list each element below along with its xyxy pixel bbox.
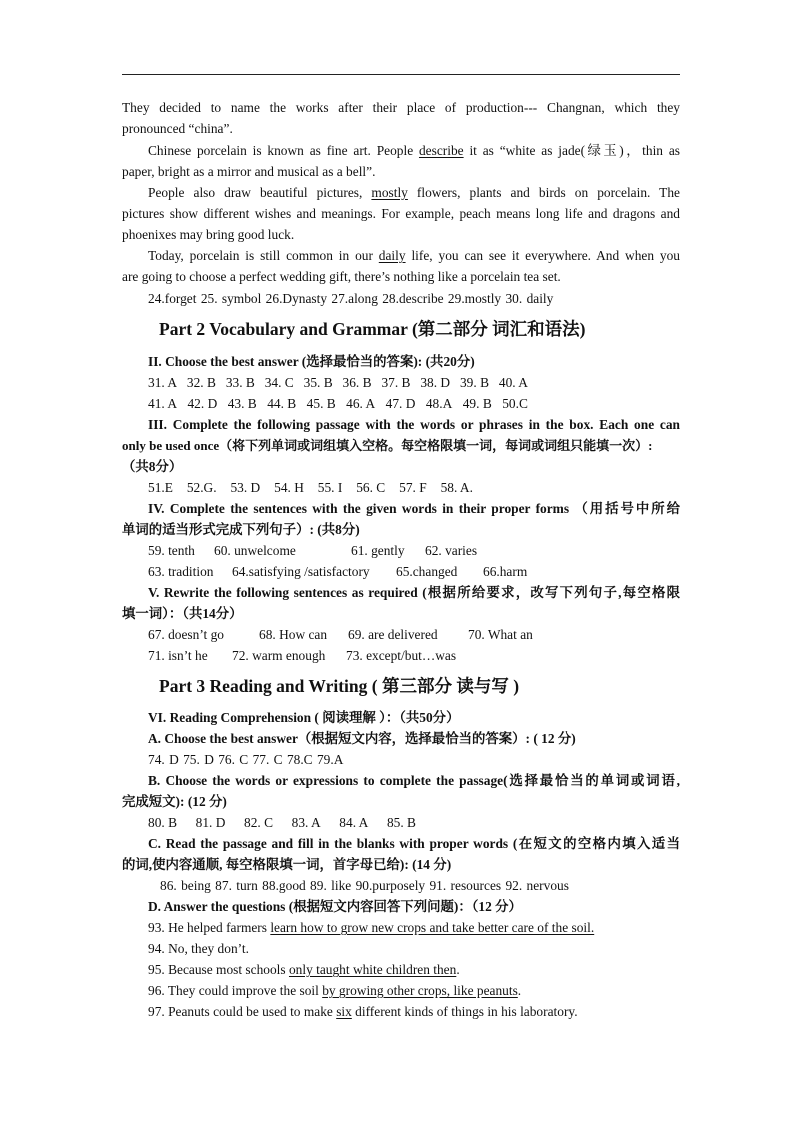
section6b-heading: 完成短文): (12 分)	[122, 794, 227, 809]
answer-item: 43. B	[227, 396, 257, 411]
answer-item: 68. How can	[259, 627, 328, 642]
answer-item: 42. D	[187, 396, 218, 411]
section6b-heading: B. Choose the words or expressions to complete the passage(选择最恰当的单词或词语,	[148, 773, 680, 788]
answer-item: 65.changed	[396, 564, 458, 579]
section6a-heading: A. Choose the best answer（根据短文内容，选择最恰当的答案）: ( 12 分)	[148, 731, 576, 746]
answer-item: 31. A	[148, 375, 178, 390]
answer-item: 32. B	[186, 375, 216, 390]
passage-line: They decided to name the works after their place of production--- Changnan, which they	[122, 100, 680, 115]
section3-heading: III. Complete the following passage with the words or phrases in the box. Each one can	[148, 417, 680, 432]
answer-item: 52.G.	[186, 480, 217, 495]
underlined-text: by growing other crops, like peanuts	[322, 983, 518, 998]
underlined-text: only taught white children then	[288, 962, 457, 977]
answer-item: 58. A.	[440, 480, 473, 495]
answer-item: 83. A	[291, 815, 321, 830]
passage-line	[148, 184, 680, 201]
answer-item: 69. are delivered	[348, 627, 438, 642]
answer-93	[148, 919, 594, 936]
underlined-word: mostly	[371, 185, 408, 200]
section6c-heading: 的词,使内容通顺, 每空格限填一词，首字母已给): (14 分)	[122, 857, 452, 872]
answer-item: 84. A	[339, 815, 369, 830]
answer-item: 60. unwelcome	[214, 543, 296, 558]
answer-item: 39. B	[459, 375, 490, 390]
answer-item: 34. C	[264, 375, 294, 390]
answer-item: 40. A	[498, 375, 528, 390]
section6-heading: VI. Reading Comprehension ( 阅读理解 ）：（共50分）	[148, 710, 460, 725]
text-span: People also draw beautiful pictures,	[148, 185, 372, 200]
answer-item: 57. F	[399, 480, 427, 495]
answer-item: 44. B	[267, 396, 297, 411]
part3-title: Part 3 Reading and Writing ( 第三部分 读与写 )	[159, 676, 520, 696]
section2-answers-row1	[148, 374, 528, 391]
answer-item: 56. C	[356, 480, 386, 495]
answer-item: 70. What an	[468, 627, 533, 642]
answer-item: 72. warm enough	[232, 648, 326, 663]
header-rule	[122, 74, 680, 75]
section6c-answers-row: 86. being 87. turn 88.good 89. like 90.purposely 91. resources 92. nervous	[160, 878, 569, 893]
answer-item: 36. B	[342, 375, 372, 390]
underlined-word: describe	[418, 143, 464, 158]
answer-item: 61. gently	[351, 543, 405, 558]
text-span: it as “white as jade(绿玉)，thin as	[463, 143, 680, 158]
text-span: Chinese porcelain is known as fine art. People	[148, 143, 419, 158]
part2-title: Part 2 Vocabulary and Grammar (第二部分 词汇和语法)	[159, 319, 586, 339]
passage-line	[148, 247, 680, 264]
section2-heading: II. Choose the best answer (选择最恰当的答案): (共20分)	[148, 354, 475, 369]
section5-heading: 填一词）：（共14分）	[122, 606, 243, 621]
answer-item: 85. B	[386, 815, 416, 830]
answer-item: 46. A	[346, 396, 376, 411]
section3-answers-row	[148, 479, 473, 496]
answer-item: 80. B	[148, 815, 178, 830]
answer-item: 35. B	[303, 375, 333, 390]
text-span: different kinds of things in his laboratory.	[351, 1004, 578, 1019]
section6c-heading: C. Read the passage and fill in the blanks with proper words (在短文的空格内填入适当	[148, 836, 680, 851]
text-span: 97. Peanuts could be used to make	[148, 1004, 337, 1019]
text-span: flowers, plants and birds on porcelain. The	[407, 185, 681, 200]
answer-item: 64.satisfying /satisfactory	[232, 564, 370, 579]
section6a-answers-row: 74. D 75. D 76. C 77. C 78.C 79.A	[148, 752, 344, 767]
section4-answers-row1	[148, 542, 477, 559]
answer-item: 33. B	[225, 375, 255, 390]
answer-line-24-30: 24.forget 25. symbol 26.Dynasty 27.along 28.describe 29.mostly 30. daily	[148, 291, 554, 306]
answer-item: 53. D	[230, 480, 261, 495]
passage-line	[148, 142, 680, 159]
text-span: .	[456, 962, 460, 977]
text-span: Today, porcelain is still common in our	[148, 248, 379, 263]
section5-answers-row2	[148, 647, 456, 664]
section6d-heading: D. Answer the questions (根据短文内容回答下列问题)：（12 分）	[148, 899, 522, 914]
answer-item: 41. A	[148, 396, 178, 411]
section4-heading: IV. Complete the sentences with the given words in their proper forms （用括号中所给	[148, 501, 680, 516]
answer-item: 73. except/but…was	[346, 648, 457, 663]
section2-answers-row2	[148, 395, 528, 412]
section3-heading: （共8分）	[122, 459, 183, 474]
answer-item: 62. varies	[425, 543, 478, 558]
text-span: .	[517, 983, 522, 998]
answer-97	[148, 1003, 578, 1020]
answer-item: 48.A	[425, 396, 453, 411]
section6b-answers-row	[148, 814, 416, 831]
answer-item: 38. D	[420, 375, 451, 390]
answer-item: 51.E	[148, 480, 173, 495]
answer-item: 54. H	[274, 480, 304, 495]
answer-item: 47. D	[385, 396, 416, 411]
answer-item: 55. I	[317, 480, 343, 495]
passage-line: pictures show different wishes and meanings. For example, peach means long life and dragons and	[122, 206, 680, 221]
section3-heading: only be used once（将下列单词或词组填入空格。每空格限填一词，每词或词组只能填一次）:	[122, 438, 653, 453]
underlined-text: learn how to grow new crops and take better care of the soil.	[270, 920, 595, 935]
text-span: 96. They could improve the soil	[148, 983, 323, 998]
section5-heading: V. Rewrite the following sentences as required (根据所给要求，改写下列句子,每空格限	[148, 585, 680, 600]
answer-item: 66.harm	[483, 564, 528, 579]
answer-94: 94. No, they don’t.	[148, 941, 249, 956]
section4-answers-row2	[148, 563, 527, 580]
answer-item: 71. isn’t he	[148, 648, 208, 663]
section5-answers-row1	[148, 626, 533, 643]
answer-item: 81. D	[195, 815, 226, 830]
answer-item: 59. tenth	[148, 543, 195, 558]
answer-item: 37. B	[381, 375, 411, 390]
section4-heading: 单词的适当形式完成下列句子）: (共8分)	[122, 522, 360, 537]
underlined-word: daily	[378, 248, 406, 263]
answer-item: 82. C	[244, 815, 274, 830]
text-span: 93. He helped farmers	[148, 920, 271, 935]
answer-item: 45. B	[306, 396, 336, 411]
passage-line: pronounced “china”.	[122, 121, 233, 136]
passage-line: are going to choose a perfect wedding gift, there’s nothing like a porcelain tea set.	[122, 269, 561, 284]
passage-line: paper, bright as a mirror and musical as a bell”.	[122, 164, 376, 179]
answer-item: 49. B	[462, 396, 492, 411]
answer-item: 50.C	[502, 396, 528, 411]
answer-item: 63. tradition	[148, 564, 214, 579]
text-span: life, you can see it everywhere. And when you	[405, 248, 680, 263]
answer-95	[148, 961, 460, 978]
passage-line: phoenixes may bring good luck.	[122, 227, 295, 242]
answer-96	[148, 982, 521, 999]
underlined-text: six	[336, 1004, 352, 1019]
text-span: 95. Because most schools	[148, 962, 289, 977]
answer-item: 67. doesn’t go	[148, 627, 225, 642]
